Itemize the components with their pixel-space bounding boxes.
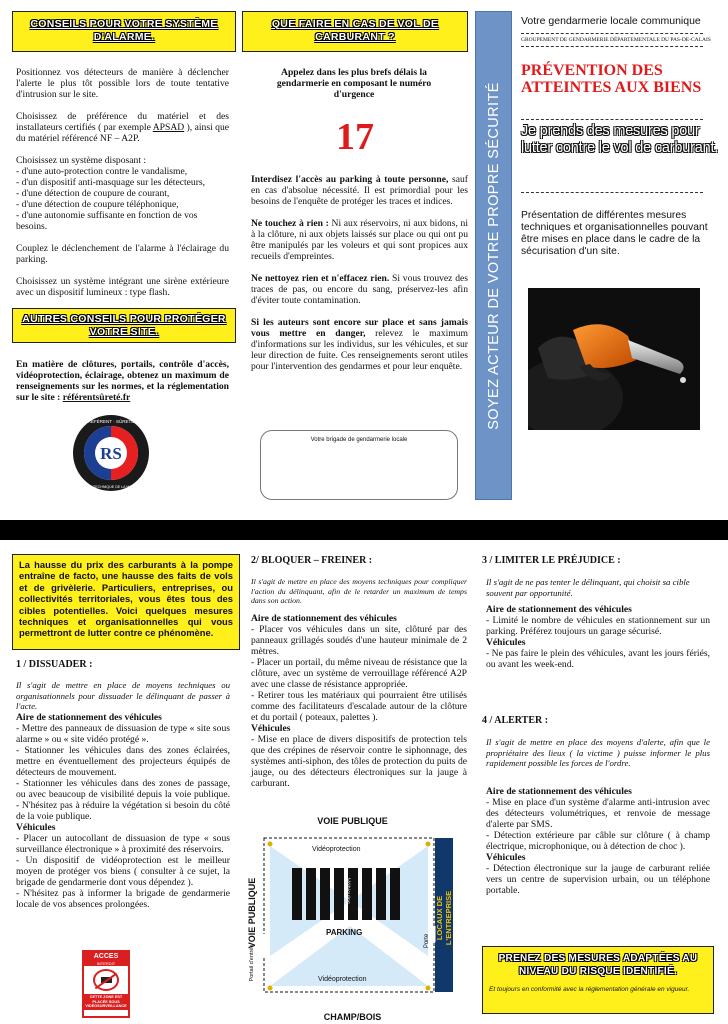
brigade-stamp-label: Votre brigade de gendarmerie locale — [310, 437, 408, 443]
cover-group: GROUPEMENT DE GENDARMERIE DÉPARTEMENTALE DU PAS-DE-CALAIS — [521, 37, 711, 43]
list-item: - d'une détection de coupure de courant, — [16, 188, 170, 199]
logo-ring-top: RÉFÉRENT · SÛRETÉ — [87, 419, 135, 424]
emergency-number: 17 — [336, 116, 374, 158]
diagram-right-label: LOCAUX DE L'ENTREPRISE — [435, 890, 453, 946]
sign-bottom-text: CETTE ZONE EST PLACÉE SOUS VIDÉOSURVEILLANCE — [85, 995, 127, 1008]
theft-b3 — [251, 273, 468, 306]
s1-h1: Aire de stationnement des véhicules — [16, 712, 162, 723]
theft-b4-bold: Si les auteurs sont encore sur place et sans jamais vous mettre en danger, — [251, 317, 468, 339]
alarm-advice-title-box — [12, 11, 236, 52]
cover-title: PRÉVENTION DES ATTEINTES AUX BIENS — [521, 62, 702, 96]
site-diagram — [240, 816, 465, 1024]
alarm-p4: Couplez le déclenchement de l'alarme à l'éclairage du parking. — [16, 243, 229, 265]
theft-b1 — [251, 174, 468, 207]
alarm-p2 — [16, 111, 229, 144]
s4-intro: Il s'agit de mettre en place des moyens d'alerte, afin que le propriétaire des lieux ( la victime ) puisse informer le plus rapidement possible les forces de l'ordre. — [486, 737, 710, 768]
s1-title: 1 / DISSUADER : — [16, 659, 93, 670]
list-item: - Mise en place d'un système d'alarme anti-intrusion avec des détecteurs volumétriques, et renvoie de message d'alerte par SMS. — [486, 797, 710, 830]
list-item: - d'un dispositif anti-masquage sur les détecteurs, — [16, 177, 206, 188]
vertical-slogan-band — [475, 11, 512, 500]
apsad-link[interactable]: APSAD — [152, 122, 185, 133]
alarm-p3-intro: Choisissez un système disposant : — [16, 155, 147, 166]
no-camera-icon — [93, 969, 119, 991]
brigade-stamp-box — [260, 430, 458, 500]
theft-b4 — [251, 317, 468, 372]
s3-body — [486, 604, 710, 670]
other-advice-title-box — [12, 308, 236, 343]
s4-title: 4 / ALERTER : — [482, 715, 549, 726]
theft-b3-bold: Ne nettoyez rien et n'effacez rien. — [251, 273, 390, 284]
referent-surete-link[interactable]: référentsûreté.fr — [62, 392, 131, 403]
logo-letters: RS — [100, 444, 122, 463]
diagram-gate-left: Portail d'entrée — [249, 944, 255, 982]
theft-b4-text: relevez le maximum d'informations sur les individus, sur les véhicules, et sur leur direction de fuite. Ces renseignements seront utiles pour l'intervention des gendarmes et pour leur enquête. — [251, 328, 469, 372]
s3-h2: Véhicules — [486, 637, 526, 648]
other-advice-title: AUTRES CONSEILS POUR PROTÉGER VOTRE SITE. — [22, 313, 226, 338]
theft-b2 — [251, 218, 468, 262]
diagram-gate-right: Porte — [424, 933, 430, 949]
list-item: - Stationner les véhicules dans des zones de passage, ou avec beaucoup de visibilité depuis la voie publique. - N'hésitez pas à réduire la végétation si besoin du côté de la voie publique. — [16, 778, 230, 822]
other-advice-text — [16, 359, 229, 403]
list-item: - Limité le nombre de véhicules en stationnement sur un parking. Préférez toujours un garage sécurisé. — [486, 615, 710, 637]
list-item: - Mettre des panneaux de dissuasion de type « site sous alarme » ou « site vidéo protégé ». — [16, 723, 230, 745]
list-item: - Retirer tous les matériaux qui pourraient être utilisés comme des facilitateurs d'escalade autour de la clôture et du portail ( poteaux, palettes ). — [251, 690, 467, 723]
list-item: - Un dispositif de vidéoprotection est le meilleur moyen de protéger vos biens ( consulter à ce sujet, la brigade de gendarmerie dont vous dépendez ). — [16, 855, 230, 888]
list-item: - Placer un autocollant de dissuasion de type « sous surveillance électronique » à proximité des réservoirs. — [16, 833, 230, 855]
s1-h2: Véhicules — [16, 822, 56, 833]
alarm-advice-title: CONSEILS POUR VOTRE SYSTÈME D'ALARME. — [30, 18, 218, 43]
diagram-parking: PARKING — [326, 928, 363, 937]
alarm-p2-b: ), ainsi que du matériel référencé NF – A2P. — [16, 122, 230, 144]
cover-intro: Présentation de différentes mesures techniques et organisationnelles pouvant être mises en place dans le cadre de la sécurisation d'un site. — [521, 210, 708, 257]
s4-h2: Véhicules — [486, 852, 526, 863]
sign-subtitle: INTERDIT — [84, 961, 128, 966]
intro-box: La hausse du prix des carburants à la pompe entraîne de facto, une hausse des faits de vols et de grivèlerie. Particuliers, entreprises, ou collectivités territoriales, vous êtes tous des cibles potentielles. Voici quelques mesures techniques et organisationnelles qui vous permettront de lutter contre ce phénomène. — [12, 554, 240, 650]
s3-title: 3 / LIMITER LE PRÉJUDICE : — [482, 555, 621, 566]
diagram-vehicles: Véhicules — [344, 877, 350, 904]
divider — [521, 33, 703, 34]
list-item: - N'hésitez pas à informer la brigade de gendarmerie locale de vos absences prolongées. — [16, 888, 230, 910]
theft-b1-text: sauf en cas d'absolue nécessité. Il est primordial pour les besoins de l'enquête de protéger les traces et indices. — [251, 174, 468, 207]
s1-body — [16, 712, 230, 910]
s3-h1: Aire de stationnement des véhicules — [486, 604, 632, 615]
s2-body — [251, 613, 467, 789]
diagram-top-label: VOIE PUBLIQUE — [317, 816, 388, 826]
s3-intro: Il s'agit de ne pas tenter le délinquant, qui choisit sa cible souvent par opportunité. — [486, 577, 690, 598]
brochure-inner-page — [0, 540, 728, 1024]
sign-title: ACCES — [84, 952, 128, 961]
theft-b3-text: Si vous trouvez des traces de pas, ou encore du sang, préservez-les afin d'éviter toute contamination. — [251, 273, 468, 306]
list-item: - d'une détection de coupure téléphonique, — [16, 199, 179, 210]
s2-intro: Il s'agit de mettre en place des moyens techniques pour compliquer l'action du délinquant, afin de le retarder un maximum de temps dans son action. — [251, 577, 467, 605]
theft-title-box — [242, 11, 468, 52]
list-item: - d'une autonomie suffisante en fonction de vos besoins. — [16, 210, 198, 232]
final-advice-title: PRENEZ DES MESURES ADAPTÉES AU NIVEAU DU RISQUE IDENTIFIÉ. — [498, 953, 698, 977]
divider — [521, 192, 703, 193]
fuel-nozzle-photo — [528, 288, 700, 430]
referent-surete-logo — [72, 414, 150, 492]
final-advice-text: Et toujours en conformité avec la réglementation générale en vigueur. — [489, 986, 690, 993]
cover-subtitle: Je prends des mesures pour lutter contre le vol de carburant. — [521, 123, 719, 156]
logo-ring-bottom: PRÉVENTION TECHNIQUE DE LA MALVEILLANCE — [72, 485, 150, 489]
s2-h1: Aire de stationnement des véhicules — [251, 613, 397, 624]
theft-title: QUE FAIRE EN CAS DE VOL DE CARBURANT ? — [271, 18, 439, 43]
diagram-video-bottom: Vidéoprotection — [318, 976, 367, 983]
alarm-p2-a: Choisissez de préférence du matériel et des installateurs certifiés ( par exemple — [16, 111, 229, 133]
list-item: - Placer un portail, du même niveau de résistance que la clôture, avec un système de verrouillage référencé A2P avec une classe de résistance appropriée. — [251, 657, 467, 690]
final-advice-box — [482, 946, 714, 1014]
list-item: - Ne pas faire le plein des véhicules, avant les jours fériés, ou avant les week-end. — [486, 648, 710, 670]
divider — [521, 46, 703, 47]
s2-title: 2/ BLOQUER – FREINER : — [251, 555, 373, 566]
theft-instructions — [251, 174, 468, 383]
diagram-bottom-label: CHAMP/BOIS — [323, 1012, 382, 1022]
alarm-advice-text — [16, 67, 229, 309]
cover-org: Votre gendarmerie locale communique — [521, 15, 701, 27]
list-item: - Détection électronique sur la jauge de carburant reliée vers un centre de supervision urbain, ou un téléphone portable. — [486, 863, 710, 896]
theft-b2-text: Ni aux réservoirs, ni aux bidons, ni à la clôture, ni aux objets laissés sur place ou qui ont pu être manipulés par les voleurs et qui sont propices aux recueils d'empreintes. — [251, 218, 468, 262]
diagram-left-label: VOIE PUBLIQUE — [247, 877, 257, 949]
list-item: - Mise en place de divers dispositifs de protection tels que des crépines de réservoir contre le siphonnage, des systèmes anti-siphon, des tôles de protection du puits de jauge, ou des détecteurs électroniques sur la jauge à carburant. — [251, 734, 467, 789]
other-advice-body: En matière de clôtures, portails, contrôle d'accès, vidéoprotection, éclairage, obtenez un maximum de renseignements sur les normes, et la réglementation sur le site : — [16, 359, 229, 403]
divider — [521, 119, 703, 120]
diagram-video-top: Vidéoprotection — [312, 846, 361, 853]
list-item: - Placer vos véhicules dans un site, clôturé par des panneaux grillagés soudés d'une hauteur minimale de 2 mètres. — [251, 624, 467, 657]
theft-b1-bold: Interdisez l'accès au parking à toute personne, — [251, 174, 449, 185]
list-item: - Stationner les véhicules dans des zones éclairées, mettre en éventuellement des projecteurs équipés de détecteurs de mouvement. — [16, 745, 230, 778]
s1-intro: Il s'agit de mettre en place de moyens techniques ou organisationnels pour dissuader le délinquant de passer à l'acte. — [16, 680, 230, 711]
list-item: - d'une auto-protection contre le vandalisme, — [16, 166, 188, 177]
alarm-p3-list — [16, 166, 229, 232]
s4-h1: Aire de stationnement des véhicules — [486, 786, 632, 797]
s2-h2: Véhicules — [251, 723, 291, 734]
theft-b2-bold: Ne touchez à rien : — [251, 218, 329, 229]
s4-body — [486, 786, 710, 896]
alarm-p5: Choisissez un système intégrant une sirène extérieure avec un dispositif lumineux : type flash. — [16, 276, 229, 298]
cctv-warning-sign — [82, 950, 130, 1018]
vertical-slogan: SOYEZ ACTEUR DE VOTRE PROPRE SÉCURITÉ — [485, 81, 502, 430]
list-item: - Détection extérieure par câble sur clôture ( à champ électrique, microphonique, ou à détection de choc ). — [486, 830, 710, 852]
alarm-p1: Positionnez vos détecteurs de manière à déclencher l'alerte le plus tôt possible lors de toute tentative d'intrusion sur le site. — [16, 67, 229, 100]
emergency-call-text: Appelez dans les plus brefs délais la gendarmerie en composant le numéro d'urgence — [276, 67, 432, 100]
